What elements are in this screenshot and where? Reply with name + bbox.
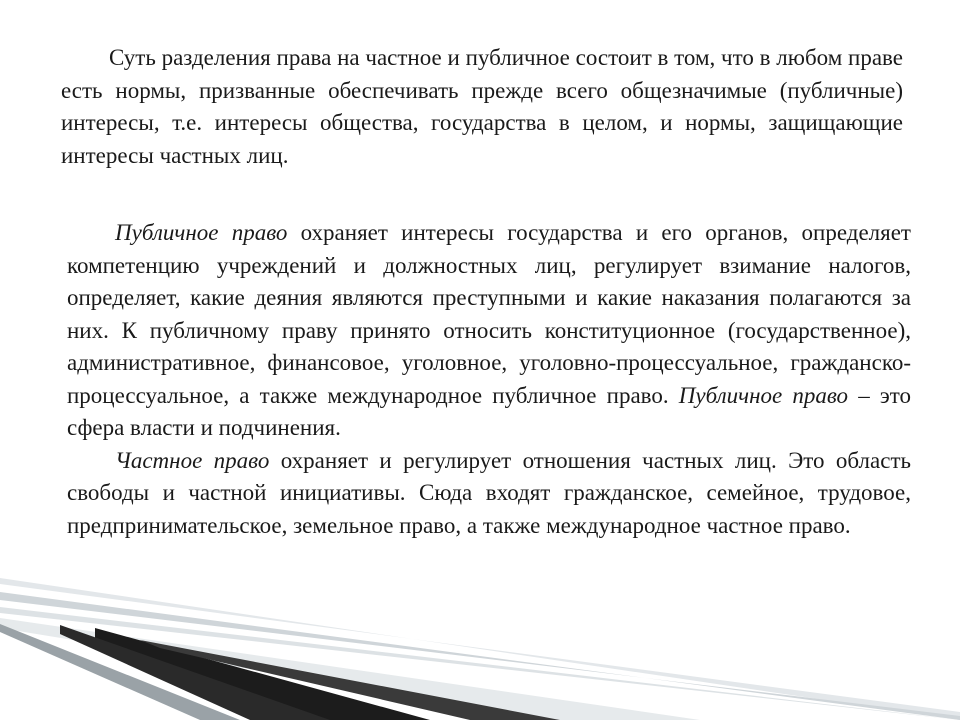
swoosh-ray-light-3 (0, 607, 960, 720)
swoosh-ray-dark-3 (140, 640, 560, 720)
public-law-definition: – это сфера власти и подчинения. (67, 382, 911, 440)
law-types-block (67, 217, 911, 542)
public-law-paragraph (67, 217, 911, 445)
swoosh-ray-dark-2 (60, 625, 330, 720)
swoosh-ray-light-2 (0, 592, 960, 720)
intro-paragraph: Суть разделения права на частное и публичное состоит в том, что в любом праве есть нормы, призванные обеспечивать прежде всего общезначимые (публичные) интересы, т.е. интересы общества, государства в целом, и нормы, защищающие интересы частных лиц. (61, 45, 903, 168)
swoosh-ray-light-4 (0, 618, 700, 720)
private-law-paragraph (67, 445, 911, 543)
swoosh-ray-light-1 (0, 578, 960, 720)
intro-block (61, 42, 903, 172)
public-law-term: Публичное право (115, 220, 288, 245)
private-law-text: охраняет и регулирует отношения частных лиц. Это область свободы и частной инициативы. Сюда входят гражданское, семейное, трудовое, предпринимательское, земельное право, а также международное частное право. (67, 447, 911, 538)
swoosh-ray-dark-1 (95, 628, 430, 720)
public-law-term-repeat: Публичное право (678, 382, 849, 408)
public-law-text: охраняет интересы государства и его органов, определяет компетенцию учреждений и должностных лиц, регулирует взимание налогов, определяет, какие деяния являются преступными и какие наказания полагаются за них. К публичному праву принято относить конституционное (государственное), административное, финансовое, уголовное, уголовно-процессуальное, гражданско-процессуальное, а также международное публичное право. (67, 220, 911, 408)
swoosh-ray-gray (0, 624, 240, 720)
private-law-term: Частное право (115, 447, 270, 473)
